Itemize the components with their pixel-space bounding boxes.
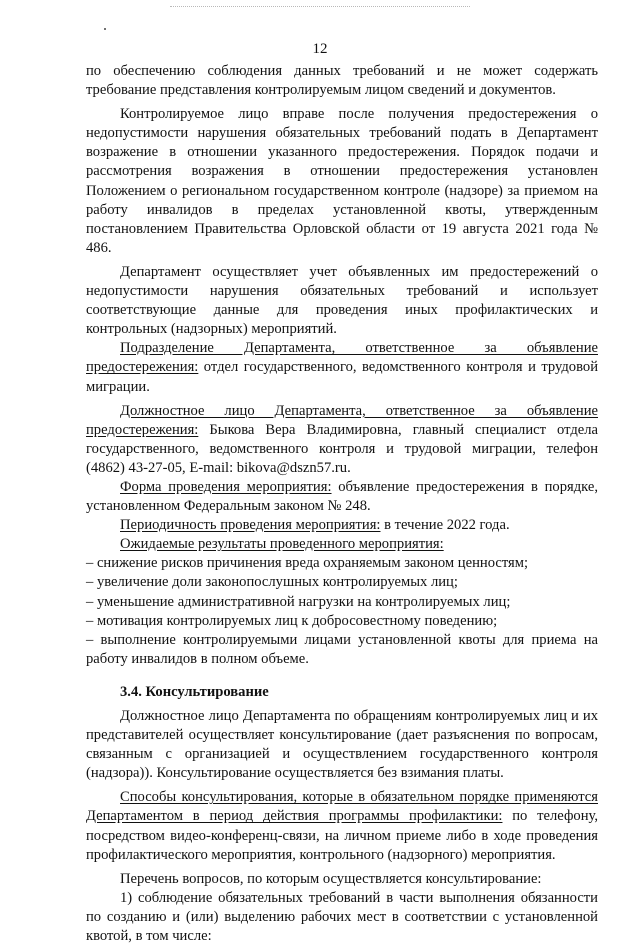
- scan-artifact-top-line: [170, 6, 470, 7]
- paragraph-continuation: по обеспечению соблюдения данных требований и не может содержать требование представления контролируемым лицом сведений и документов.: [86, 63, 598, 99]
- list-item: – уменьшение административной нагрузки на контролируемых лиц;: [86, 593, 511, 610]
- consulting-methods-text: по телефону, посредством видео-конференц-связи, на личном приеме либо в ходе проведения профилактического мероприятия, контрольного (надзорного) мероприятия.: [86, 808, 598, 863]
- responsible-unit-text: отдел государственного, ведомственного контроля и трудовой миграции.: [86, 359, 598, 395]
- list-item: – выполнение контролируемыми лицами установленной квоты для приема на работу инвалидов в полном объеме.: [86, 631, 598, 667]
- responsible-official-text: Быкова Вера Владимировна, главный специалист отдела государственного, ведомственного контроля и трудовой миграции, телефон (4862) 43-27-05, E-mail: bikova@dszn57.ru.: [86, 421, 598, 476]
- paragraph-records: Департамент осуществляет учет объявленных им предостережений о недопустимости нарушения обязательных требований и использует соответствующие данные для проведения иных профилактических и контрольных (надзорных) мероприятий.: [86, 263, 598, 338]
- paragraph-question-1: 1) соблюдение обязательных требований в части выполнения обязанности по созданию и (или) выделению рабочих мест в соответствии с установленной квотой, в том числе:: [86, 889, 598, 945]
- paragraph-responsible-official: [86, 402, 598, 478]
- paragraph-questions-list: Перечень вопросов, по которым осуществляется консультирование:: [120, 870, 542, 887]
- list-item: – увеличение доли законопослушных контролируемых лиц;: [86, 574, 458, 591]
- paragraph-periodicity: [86, 516, 598, 535]
- paragraph-objection: Контролируемое лицо вправе после получения предостережения о недопустимости нарушения обязательных требований подать в Департамент возражение в отношении указанного предостережения. Порядок подачи и рассмотрения возражения в отношении предостережения установлен Положением о региональном государственном контроле (надзоре) за приемом на работу инвалидов в пределах установленной квоты, утвержденным постановлением Правительства Орловской области от 19 августа 2021 года № 486.: [86, 106, 598, 256]
- scan-artifact-dot: [104, 28, 106, 30]
- list-item: – снижение рисков причинения вреда охраняемым законом ценностям;: [86, 555, 529, 572]
- document-body: [86, 62, 598, 946]
- paragraph-responsible-unit: [86, 339, 598, 396]
- responsible-unit-label: Подразделение Департамента, ответственное за объявление предостережения:: [86, 340, 598, 376]
- expected-results-label: Ожидаемые результаты проведенного мероприятия:: [120, 536, 444, 553]
- periodicity-text: в течение 2022 года.: [380, 517, 510, 534]
- consulting-methods-label: Способы консультирования, которые в обязательном порядке применяются Департаментом в период действия программы профилактики:: [86, 789, 598, 825]
- paragraph-consulting: Должностное лицо Департамента по обращениям контролируемых лиц и их представителей осуществляет консультирование (дает разъяснения по вопросам, связанным с организацией и осуществлением государственного контроля (надзора)). Консультирование осуществляется без взимания платы.: [86, 708, 598, 782]
- responsible-official-label: Должностное лицо Департамента, ответственное за объявление предостережения:: [86, 402, 598, 438]
- periodicity-label: Периодичность проведения мероприятия:: [120, 517, 381, 534]
- page-number: 12: [312, 41, 328, 57]
- section-heading: 3.4. Консультирование: [120, 683, 269, 700]
- event-form-text: объявление предостережения в порядке, установленном Федеральным законом № 248.: [86, 478, 598, 515]
- event-form-label: Форма проведения мероприятия:: [120, 478, 332, 495]
- paragraph-event-form: [86, 478, 598, 516]
- paragraph-expected-results: [86, 535, 598, 554]
- list-item: – мотивация контролируемых лиц к добросовестному поведению;: [86, 612, 498, 629]
- paragraph-consulting-methods: [86, 788, 598, 864]
